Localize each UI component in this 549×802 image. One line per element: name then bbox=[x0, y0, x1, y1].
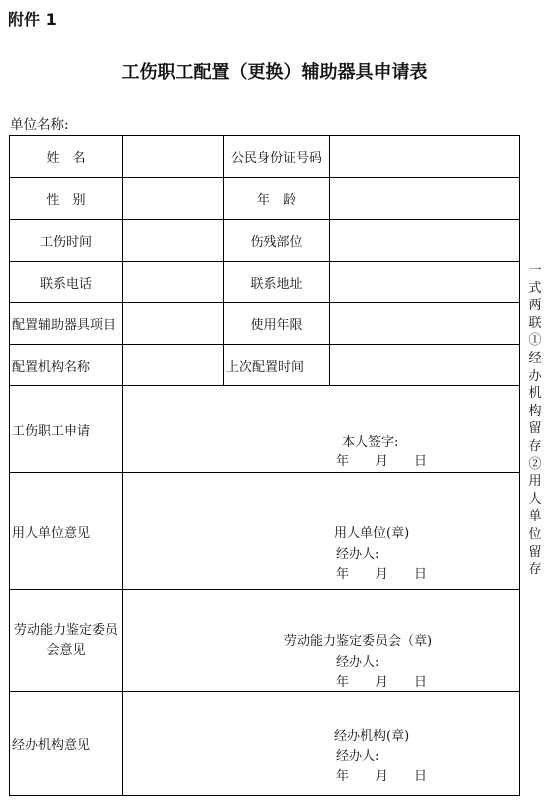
device-item-label: 配置辅助器具项目 bbox=[10, 303, 123, 345]
last-config-time-value-cell[interactable] bbox=[330, 345, 520, 386]
worker-date-label: 年 月 日 bbox=[336, 454, 428, 469]
name-value-cell[interactable] bbox=[123, 136, 224, 178]
committee-seal-label: 劳动能力鉴定委员会（章) bbox=[284, 634, 433, 649]
committee-handler-label: 经办人: bbox=[336, 655, 380, 670]
name-label: 姓 名 bbox=[10, 136, 123, 178]
usage-years-label: 使用年限 bbox=[224, 303, 330, 345]
agency-opinion-label: 经办机构意见 bbox=[10, 692, 123, 796]
employer-date-label: 年 月 日 bbox=[336, 567, 428, 582]
injury-time-value-cell[interactable] bbox=[123, 220, 224, 262]
agency-seal-label: 经办机构(章) bbox=[334, 729, 410, 744]
worker-application-cell[interactable] bbox=[123, 386, 520, 473]
gender-label: 性 别 bbox=[10, 178, 123, 220]
application-form-table bbox=[9, 135, 520, 796]
employer-opinion-cell[interactable] bbox=[123, 473, 520, 590]
form-title: 工伤职工配置（更换）辅助器具申请表 bbox=[121, 62, 428, 83]
address-value-cell[interactable] bbox=[330, 262, 520, 303]
phone-label: 联系电话 bbox=[10, 262, 123, 303]
age-value-cell[interactable] bbox=[330, 178, 520, 220]
institution-name-label: 配置机构名称 bbox=[10, 345, 123, 386]
copies-side-note: 一式两联①经办机构留存②用人单位留存 bbox=[528, 263, 542, 578]
employer-seal-label: 用人单位(章) bbox=[334, 526, 410, 541]
device-item-value-cell[interactable] bbox=[123, 303, 224, 345]
worker-application-label: 工伤职工申请 bbox=[10, 386, 123, 473]
attachment-label: 附件 1 bbox=[8, 10, 57, 29]
agency-date-label: 年 月 日 bbox=[336, 769, 428, 784]
employer-handler-label: 经办人: bbox=[336, 547, 380, 562]
phone-value-cell[interactable] bbox=[123, 262, 224, 303]
committee-opinion-label: 劳动能力鉴定委员会意见 bbox=[10, 590, 123, 692]
agency-handler-label: 经办人: bbox=[336, 749, 380, 764]
address-label: 联系地址 bbox=[224, 262, 330, 303]
id-number-label: 公民身份证号码 bbox=[224, 136, 330, 178]
agency-opinion-cell[interactable] bbox=[123, 692, 520, 796]
committee-date-label: 年 月 日 bbox=[336, 675, 428, 690]
last-config-time-label: 上次配置时间 bbox=[224, 345, 330, 386]
gender-value-cell[interactable] bbox=[123, 178, 224, 220]
committee-opinion-cell[interactable] bbox=[123, 590, 520, 692]
disability-site-value-cell[interactable] bbox=[330, 220, 520, 262]
id-number-value-cell[interactable] bbox=[330, 136, 520, 178]
employer-opinion-label: 用人单位意见 bbox=[10, 473, 123, 590]
institution-name-value-cell[interactable] bbox=[123, 345, 224, 386]
unit-name-label: 单位名称: bbox=[10, 117, 69, 133]
age-label: 年 龄 bbox=[224, 178, 330, 220]
worker-signature-label: 本人签字: bbox=[342, 435, 399, 450]
disability-site-label: 伤残部位 bbox=[224, 220, 330, 262]
usage-years-value-cell[interactable] bbox=[330, 303, 520, 345]
injury-time-label: 工伤时间 bbox=[10, 220, 123, 262]
